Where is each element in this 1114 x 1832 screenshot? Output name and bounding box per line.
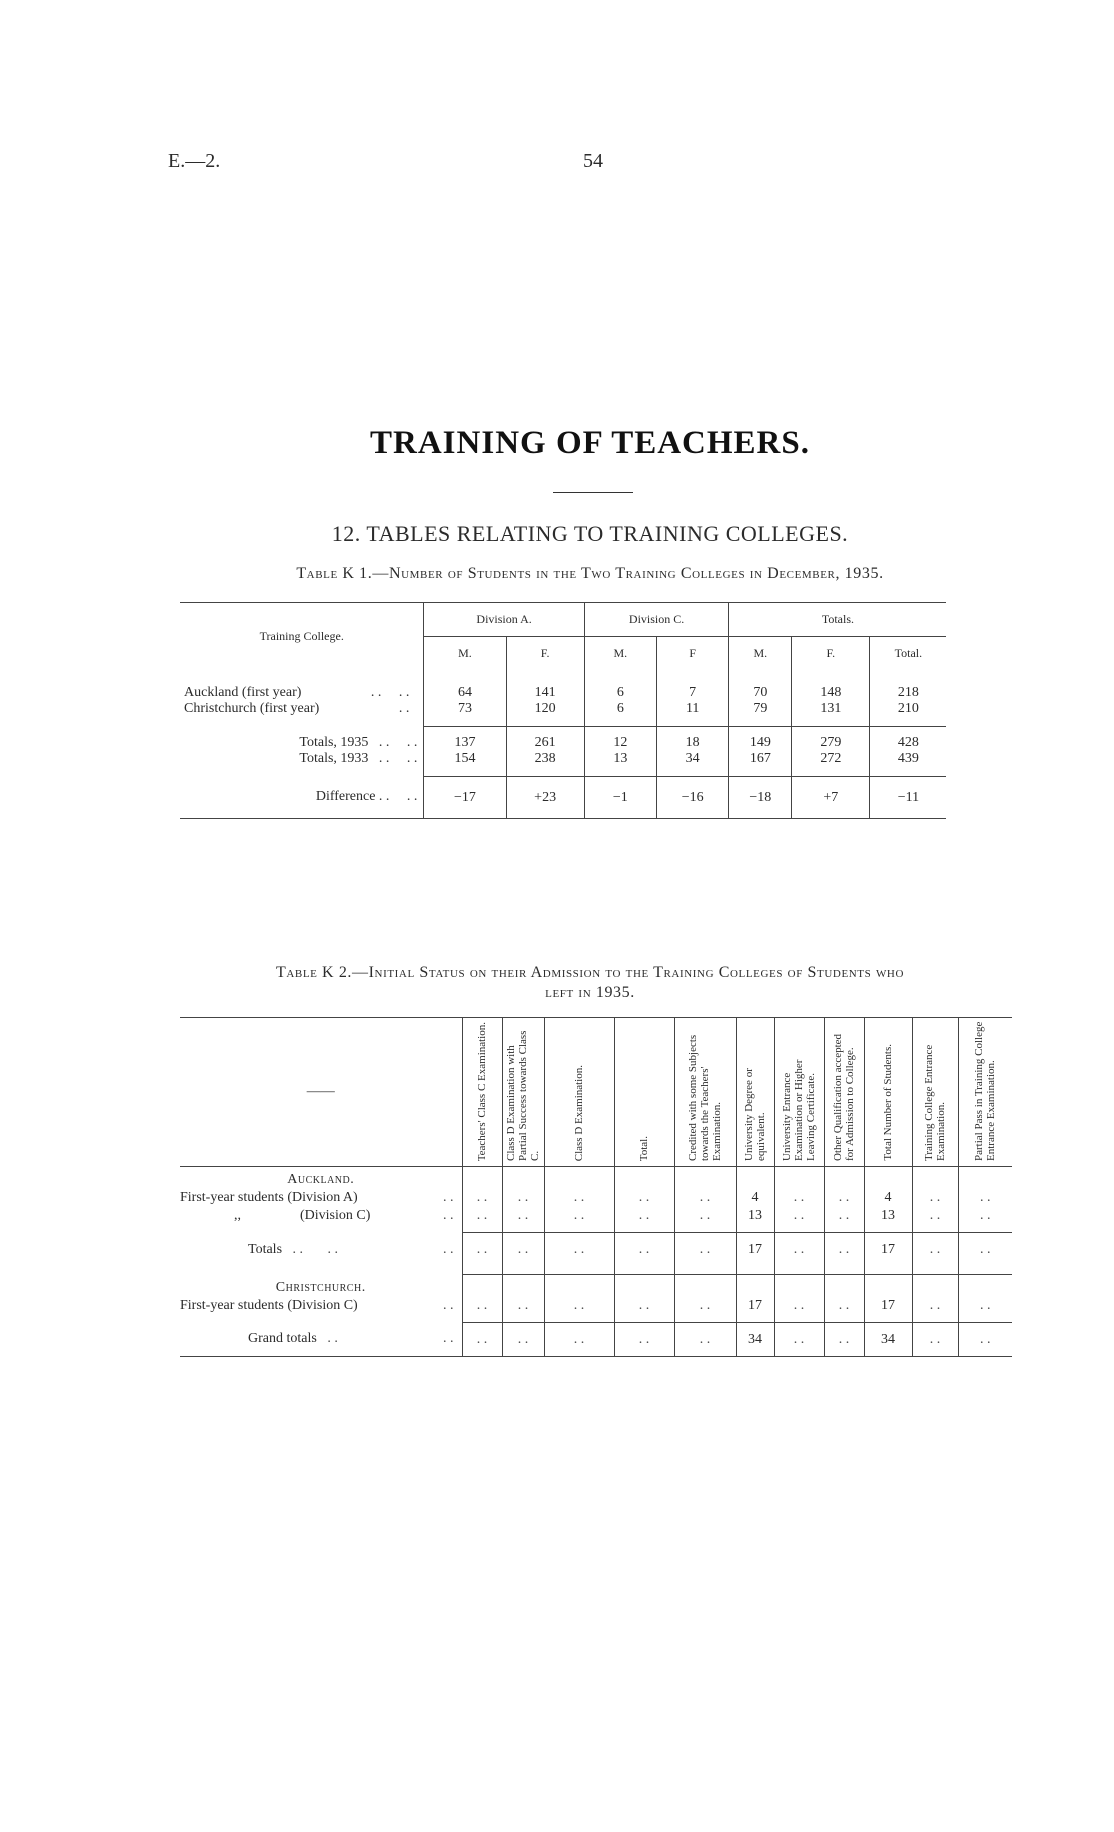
cell: 13 <box>864 1207 912 1225</box>
row-label: First-year students (Division C) <box>180 1297 358 1313</box>
table-k2-caption-line1: Table K 2.—Initial Status on their Admission to the Training Colleges of Students who <box>275 964 905 981</box>
header-a-f: F. <box>506 637 584 671</box>
cell: . . <box>502 1297 544 1315</box>
header-other-qualification: Other Qualification accepted for Admission to College. <box>832 1033 856 1161</box>
table-row <box>180 751 1012 767</box>
header-total: Total. <box>870 637 946 671</box>
leader-dots: . . <box>378 750 390 766</box>
cell: 6 <box>584 701 656 717</box>
cell: 4 <box>864 1189 912 1207</box>
header-t-m: M. <box>729 637 792 671</box>
cell: . . <box>462 1323 502 1357</box>
cell: 4 <box>736 1189 774 1207</box>
header-cell <box>502 1018 544 1167</box>
header-cell <box>824 1018 864 1167</box>
cell: 428 <box>870 735 946 751</box>
cell: 17 <box>864 1297 912 1315</box>
row-label: First-year students (Division A) <box>180 1189 358 1205</box>
cell: 64 <box>424 685 506 701</box>
cell: 70 <box>729 685 792 701</box>
cell: . . <box>774 1297 824 1315</box>
table-row <box>180 685 1012 701</box>
cell: . . <box>502 1189 544 1207</box>
cell: 279 <box>792 735 870 751</box>
cell: 17 <box>864 1233 912 1267</box>
cell: . . <box>462 1297 502 1315</box>
header-cell <box>544 1018 614 1167</box>
cell: . . <box>674 1323 736 1357</box>
cell: . . <box>824 1233 864 1267</box>
cell: 7 <box>656 685 728 701</box>
header-division-a: Division A. <box>424 603 584 637</box>
table-row <box>180 735 1012 751</box>
cell: 73 <box>424 701 506 717</box>
row-label: Grand totals <box>248 1331 317 1347</box>
leader-dots: . . <box>398 700 410 716</box>
cell: . . <box>824 1323 864 1357</box>
cell: 120 <box>506 701 584 717</box>
cell: . . <box>502 1207 544 1225</box>
cell: . . <box>462 1207 502 1225</box>
table-row: First-year students (Division A) . . . . . . . . . . . . 4 . . . . 4 . . . . <box>180 1189 1012 1207</box>
cell: 34 <box>656 751 728 767</box>
table-k1 <box>180 602 1012 819</box>
header-c-f: F <box>656 637 728 671</box>
cell: . . <box>774 1207 824 1225</box>
cell: 154 <box>424 751 506 767</box>
header-a-m: M. <box>424 637 506 671</box>
cell: 34 <box>736 1323 774 1357</box>
leader-dots: . . <box>406 750 418 766</box>
document-reference: E.—2. <box>168 150 221 172</box>
cell: . . <box>824 1297 864 1315</box>
section-row-christchurch <box>180 1275 1012 1297</box>
leader-dots: . . . . <box>370 684 410 700</box>
header-c-m: M. <box>584 637 656 671</box>
cell: . . <box>824 1207 864 1225</box>
cell: . . <box>958 1207 1012 1225</box>
cell: +23 <box>506 777 584 819</box>
cell: . . <box>774 1189 824 1207</box>
page-title: TRAINING OF TEACHERS. <box>370 425 810 461</box>
section-row-auckland <box>180 1167 1012 1189</box>
table-row <box>180 777 1012 819</box>
cell: 272 <box>792 751 870 767</box>
page-number: 54 <box>583 150 603 172</box>
header-cell <box>864 1018 912 1167</box>
cell: 79 <box>729 701 792 717</box>
cell: 218 <box>870 685 946 701</box>
cell: 18 <box>656 735 728 751</box>
title-divider <box>553 492 633 493</box>
header-division-c: Division C. <box>584 603 729 637</box>
cell: . . <box>544 1323 614 1357</box>
header-cell <box>462 1018 502 1167</box>
cell: −16 <box>656 777 728 819</box>
cell: . . <box>912 1323 958 1357</box>
header-teachers-class-c: Teachers' Class C Examination. <box>476 1021 488 1161</box>
leader-dots: . . <box>378 734 390 750</box>
cell: . . <box>958 1189 1012 1207</box>
header-university-degree: University Degree or equivalent. <box>743 1068 767 1161</box>
header-totals: Totals. <box>729 603 947 637</box>
cell: 238 <box>506 751 584 767</box>
cell: . . <box>544 1207 614 1225</box>
leader-dots: . . <box>406 734 418 750</box>
cell: . . <box>462 1189 502 1207</box>
cell: 13 <box>584 751 656 767</box>
cell: −11 <box>870 777 946 819</box>
cell: −17 <box>424 777 506 819</box>
header-cell <box>958 1018 1012 1167</box>
cell: 210 <box>870 701 946 717</box>
cell: . . <box>614 1207 674 1225</box>
header-cell <box>614 1018 674 1167</box>
cell: . . <box>544 1189 614 1207</box>
cell: . . <box>912 1233 958 1267</box>
cell: . . <box>614 1323 674 1357</box>
cell: −18 <box>729 777 792 819</box>
header-total: Total. <box>638 1135 650 1161</box>
cell: . . <box>502 1323 544 1357</box>
header-partial-pass: Partial Pass in Training College Entrance Examination. <box>973 1021 998 1161</box>
row-label: Totals <box>248 1241 283 1257</box>
section-heading: Christchurch. <box>275 1279 366 1295</box>
cell: . . <box>824 1189 864 1207</box>
stub-header: —— <box>306 1084 335 1099</box>
cell: 17 <box>736 1233 774 1267</box>
table-k2-caption <box>140 963 1040 1003</box>
cell: . . <box>958 1297 1012 1315</box>
header-cell <box>774 1018 824 1167</box>
cell: . . <box>544 1297 614 1315</box>
cell: 6 <box>584 685 656 701</box>
cell: . . <box>774 1323 824 1357</box>
cell: 17 <box>736 1297 774 1315</box>
table-k2-caption-line2: left in 1935. <box>545 984 635 1001</box>
cell: . . <box>774 1233 824 1267</box>
cell: . . <box>614 1233 674 1267</box>
header-total-students: Total Number of Students. <box>882 1044 894 1161</box>
cell: 439 <box>870 751 946 767</box>
leader-dots: . . <box>406 789 418 805</box>
cell: . . <box>912 1297 958 1315</box>
cell: . . <box>958 1323 1012 1357</box>
table-row: Totals . . . . . . . . . . . . . . . . 17 . . . . 17 . . . . <box>180 1233 1012 1267</box>
header-class-d: Class D Examination. <box>573 1064 585 1161</box>
cell: . . <box>614 1189 674 1207</box>
cell: 148 <box>792 685 870 701</box>
cell: . . <box>674 1233 736 1267</box>
cell: 12 <box>584 735 656 751</box>
leader-dots: . . <box>378 789 390 805</box>
header-class-d-partial: Class D Examination with Partial Success towards Class C. <box>505 1030 541 1161</box>
row-label: Totals, 1935 <box>299 734 369 750</box>
section-title: 12. TABLES RELATING TO TRAINING COLLEGES. <box>331 521 849 546</box>
header-cell <box>912 1018 958 1167</box>
table-row: ,, (Division C) . . . . . . . . . . . . 13 . . . . 13 . . . . <box>180 1207 1012 1225</box>
cell: 13 <box>736 1207 774 1225</box>
row-label: Auckland (first year) <box>184 684 302 700</box>
cell: 137 <box>424 735 506 751</box>
cell: . . <box>912 1189 958 1207</box>
row-label: Totals, 1933 <box>299 750 369 766</box>
ditto-mark: ,, <box>234 1207 241 1223</box>
header-cell <box>736 1018 774 1167</box>
table-k1-caption: Table K 1.—Number of Students in the Two Training Colleges in December, 1935. <box>296 565 884 582</box>
header-university-entrance: University Entrance Examination or Higher Leaving Certificate. <box>781 1059 817 1161</box>
cell: . . <box>674 1297 736 1315</box>
table-row: First-year students (Division C) . . . . . . . . . . . . 17 . . . . 17 . . . . <box>180 1297 1012 1315</box>
cell: 167 <box>729 751 792 767</box>
header-cell <box>674 1018 736 1167</box>
row-label: Christchurch (first year) <box>184 700 320 716</box>
table-row: Grand totals . . . . . . . . . . . . . . 34 . . . . 34 . . . . <box>180 1323 1012 1357</box>
cell: . . <box>614 1297 674 1315</box>
table-row <box>180 701 1012 717</box>
table-k2 <box>180 1017 1012 1357</box>
row-label: (Division C) <box>300 1207 371 1223</box>
row-label: Difference <box>315 789 376 805</box>
cell: . . <box>544 1233 614 1267</box>
cell: 149 <box>729 735 792 751</box>
section-heading: Auckland. <box>287 1171 355 1187</box>
cell: . . <box>912 1207 958 1225</box>
cell: −1 <box>584 777 656 819</box>
header-tc-entrance-exam: Training College Entrance Examination. <box>923 1044 947 1161</box>
cell: . . <box>958 1233 1012 1267</box>
cell: . . <box>462 1233 502 1267</box>
cell: . . <box>674 1189 736 1207</box>
cell: . . <box>674 1207 736 1225</box>
cell: 34 <box>864 1323 912 1357</box>
cell: . . <box>502 1233 544 1267</box>
header-credited-subjects: Credited with some Subjects towards the Teachers' Examination. <box>687 1034 723 1161</box>
cell: 141 <box>506 685 584 701</box>
cell: 261 <box>506 735 584 751</box>
header-t-f: F. <box>792 637 870 671</box>
cell: +7 <box>792 777 870 819</box>
cell: 131 <box>792 701 870 717</box>
header-training-college: Training College. <box>180 603 424 671</box>
cell: 11 <box>656 701 728 717</box>
